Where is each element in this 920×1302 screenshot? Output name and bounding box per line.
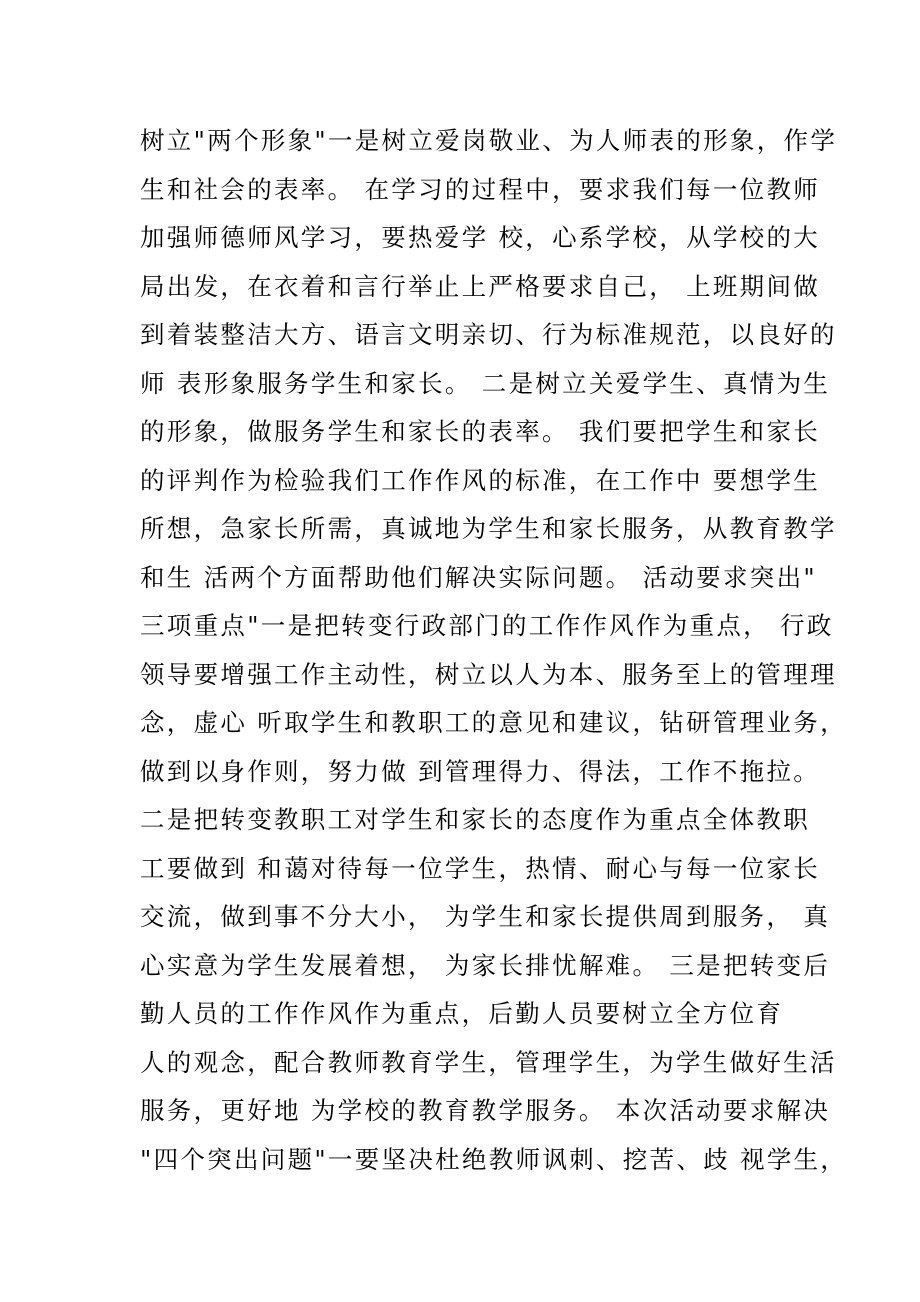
text-line: 三项重点"一是把转变行政部门的工作作风作为重点， 行政: [140, 611, 834, 640]
text-line: 局出发，在衣着和言行举止上严格要求自己， 上班期间做: [140, 271, 821, 301]
text-line: 到着装整洁大方、语言文明亲切、行为标准规范，以良好的: [140, 320, 837, 349]
text-line: 服务，更好地 为学校的教育教学服务。 本次活动要求解决: [140, 1096, 831, 1125]
text-line: "四个突出问题"一要坚决杜绝教师讽刺、挖苦、歧 视学生，: [140, 1144, 848, 1174]
text-line: 的形象，做服务学生和家长的表率。 我们要把学生和家长: [140, 417, 821, 446]
text-line: 树立"两个形象"一是树立爱岗敬业、为人师表的形象，作学: [140, 126, 838, 155]
text-line: 做到以身作则，努力做 到管理得力、得法，工作不拖拉。: [140, 756, 821, 786]
text-line: 加强师德师风学习，要热爱学 校，心系学校，从学校的大: [140, 223, 821, 252]
text-line: 所想，急家长所需，真诚地为学生和家长服务，从教育教学: [140, 514, 837, 543]
text-line: 人的观念，配合教师教育学生，管理学生，为学生做好生活: [140, 1047, 837, 1077]
text-line: 念，虚心 听取学生和教职工的意见和建议，钻研管理业务，: [140, 708, 847, 737]
text-line: 心实意为学生发展着想， 为家长排忧解难。 三是把转变后: [140, 950, 831, 980]
text-line: 和生 活两个方面帮助他们解决实际问题。 活动要求突出": [140, 562, 817, 592]
text-line: 工要做到 和蔼对待每一位学生，热情、耐心与每一位家长: [140, 853, 821, 883]
text-line: 生和社会的表率。 在学习的过程中，要求我们每一位教师: [140, 174, 821, 204]
text-line: 二是把转变教职工对学生和家长的态度作为重点全体教职: [140, 805, 810, 834]
text-line: 勤人员的工作作风作为重点，后勤人员要树立全方位育: [140, 999, 784, 1028]
text-line: 交流，做到事不分大小， 为学生和家长提供周到服务， 真: [140, 902, 831, 931]
text-line: 师 表形象服务学生和家长。 二是树立关爱学生、真情为生: [140, 368, 831, 398]
text-line: 领导要增强工作主动性，树立以人为本、服务至上的管理理: [140, 659, 837, 689]
text-line: 的评判作为检验我们工作作风的标准，在工作中 要想学生: [140, 465, 821, 495]
body-text: [140, 117, 848, 1184]
